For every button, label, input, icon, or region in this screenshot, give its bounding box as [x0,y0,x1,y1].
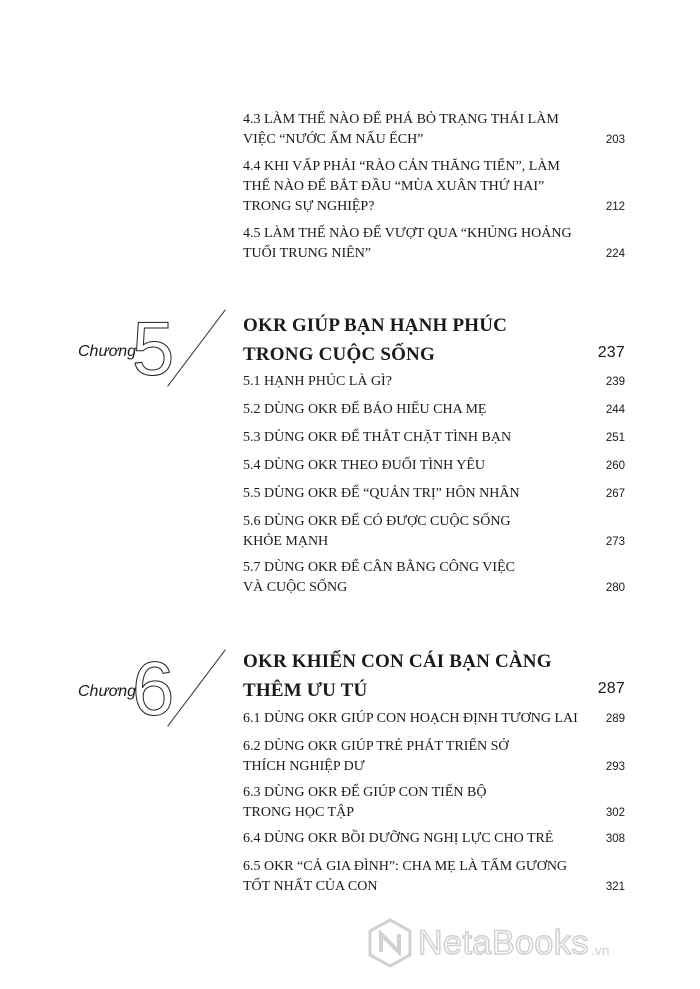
toc-entry-6-5[interactable] [243,857,625,897]
toc-entry-5-1[interactable] [243,372,625,392]
toc-entry-title: 5.6 DÙNG OKR ĐỂ CÓ ĐƯỢC CUỘC SỐNG KHỎE MẠNH [243,514,511,549]
toc-entry-page: 293 [605,761,625,773]
toc-entry-page: 251 [605,432,625,444]
chapter-label: Chương [78,683,137,700]
toc-entry-title: 4.5 LÀM THẾ NÀO ĐỂ VƯỢT QUA “KHỦNG HOẢNG TUỔI TRUNG NIÊN” [243,226,572,261]
toc-entry-page: 289 [605,713,625,725]
toc-entry-title: 4.3 LÀM THẾ NÀO ĐỂ PHÁ BỎ TRẠNG THÁI LÀM VIỆC “NƯỚC ẤM NẤU ẾCH” [243,112,559,147]
toc-entry-4-4[interactable] [243,157,625,217]
toc-entry-page: 244 [605,404,625,416]
watermark-suffix: .vn [590,942,610,958]
toc-entry-title: 6.5 OKR “CẢ GIA ĐÌNH”: CHA MẸ LÀ TẤM GƯƠNG TỐT NHẤT CỦA CON [243,859,568,894]
chapter-page: 237 [597,344,625,361]
toc-entry-page: 260 [605,460,625,472]
toc-entry-5-4[interactable] [243,456,625,476]
toc-entry-title: 5.3 DÙNG OKR ĐỂ THẮT CHẶT TÌNH BẠN [243,430,512,445]
chapter-label: Chương [78,343,137,360]
toc-entry-4-3[interactable] [243,110,625,150]
toc-entry-5-5[interactable] [243,484,625,504]
toc-entry-page: 239 [605,376,625,388]
toc-entry-5-6[interactable] [243,512,625,552]
toc-entry-title: 5.5 DÙNG OKR ĐỂ “QUẢN TRỊ” HÔN NHÂN [243,486,520,501]
toc-entry-page: 212 [605,201,625,213]
chapter-title[interactable] [243,647,625,705]
netabooks-watermark [368,918,610,968]
toc-entry-5-2[interactable] [243,400,625,420]
toc-entry-page: 280 [605,582,625,594]
toc-entry-title: 6.1 DÙNG OKR GIÚP CON HOẠCH ĐỊNH TƯƠNG LAI [243,711,578,726]
toc-entry-page: 273 [605,536,625,548]
chapter-title-text: OKR GIÚP BẠN HẠNH PHÚC TRONG CUỘC SỐNG [243,315,508,365]
toc-entry-title: 5.7 DÙNG OKR ĐỂ CÂN BẰNG CÔNG VIỆC VÀ CUỘC SỐNG [243,560,515,595]
toc-entry-title: 5.2 DÙNG OKR ĐỂ BÁO HIẾU CHA MẸ [243,402,487,417]
toc-entry-title: 6.4 DÙNG OKR BỒI DƯỠNG NGHỊ LỰC CHO TRẺ [243,831,554,846]
chapter-number: 5 [132,307,175,392]
toc-entry-6-3[interactable] [243,783,625,823]
toc-entry-page: 321 [605,881,625,893]
toc-entry-title: 5.4 DÙNG OKR THEO ĐUỔI TÌNH YÊU [243,458,485,473]
toc-entry-page: 308 [605,833,625,845]
toc-entry-6-1[interactable] [243,709,625,729]
toc-entry-title: 6.3 DÙNG OKR ĐỂ GIÚP CON TIẾN BỘ TRONG HỌC TẬP [243,785,487,820]
toc-entry-title: 6.2 DÙNG OKR GIÚP TRẺ PHÁT TRIỂN SỞ THÍCH NGHIỆP DƯ [243,739,509,774]
toc-entry-5-3[interactable] [243,428,625,448]
toc-entry-6-2[interactable] [243,737,625,777]
toc-entry-page: 267 [605,488,625,500]
watermark-text: NetaBooks [418,923,589,962]
chapter-title[interactable] [243,311,625,369]
chapter-title-text: OKR KHIẾN CON CÁI BẠN CÀNG THÊM ƯU TÚ [243,651,552,701]
chapter-page: 287 [597,680,625,697]
chapter-divider [167,309,226,386]
chapter-number: 6 [132,647,175,732]
toc-entry-title: 5.1 HẠNH PHÚC LÀ GÌ? [243,374,392,389]
toc-entry-4-5[interactable] [243,224,625,264]
toc-entry-page: 224 [605,248,625,260]
netabooks-logo-icon [368,918,412,968]
toc-entry-6-4[interactable] [243,829,625,849]
toc-entry-page: 203 [605,134,625,146]
toc-entry-page: 302 [605,807,625,819]
chapter-divider [167,649,226,726]
toc-entry-5-7[interactable] [243,558,625,598]
toc-entry-title: 4.4 KHI VẤP PHẢI “RÀO CẢN THĂNG TIẾN”, LÀM THẾ NÀO ĐỂ BẮT ĐẦU “MÙA XUÂN THỨ HAI” TRONG SỰ NGHIỆP? [243,159,560,214]
